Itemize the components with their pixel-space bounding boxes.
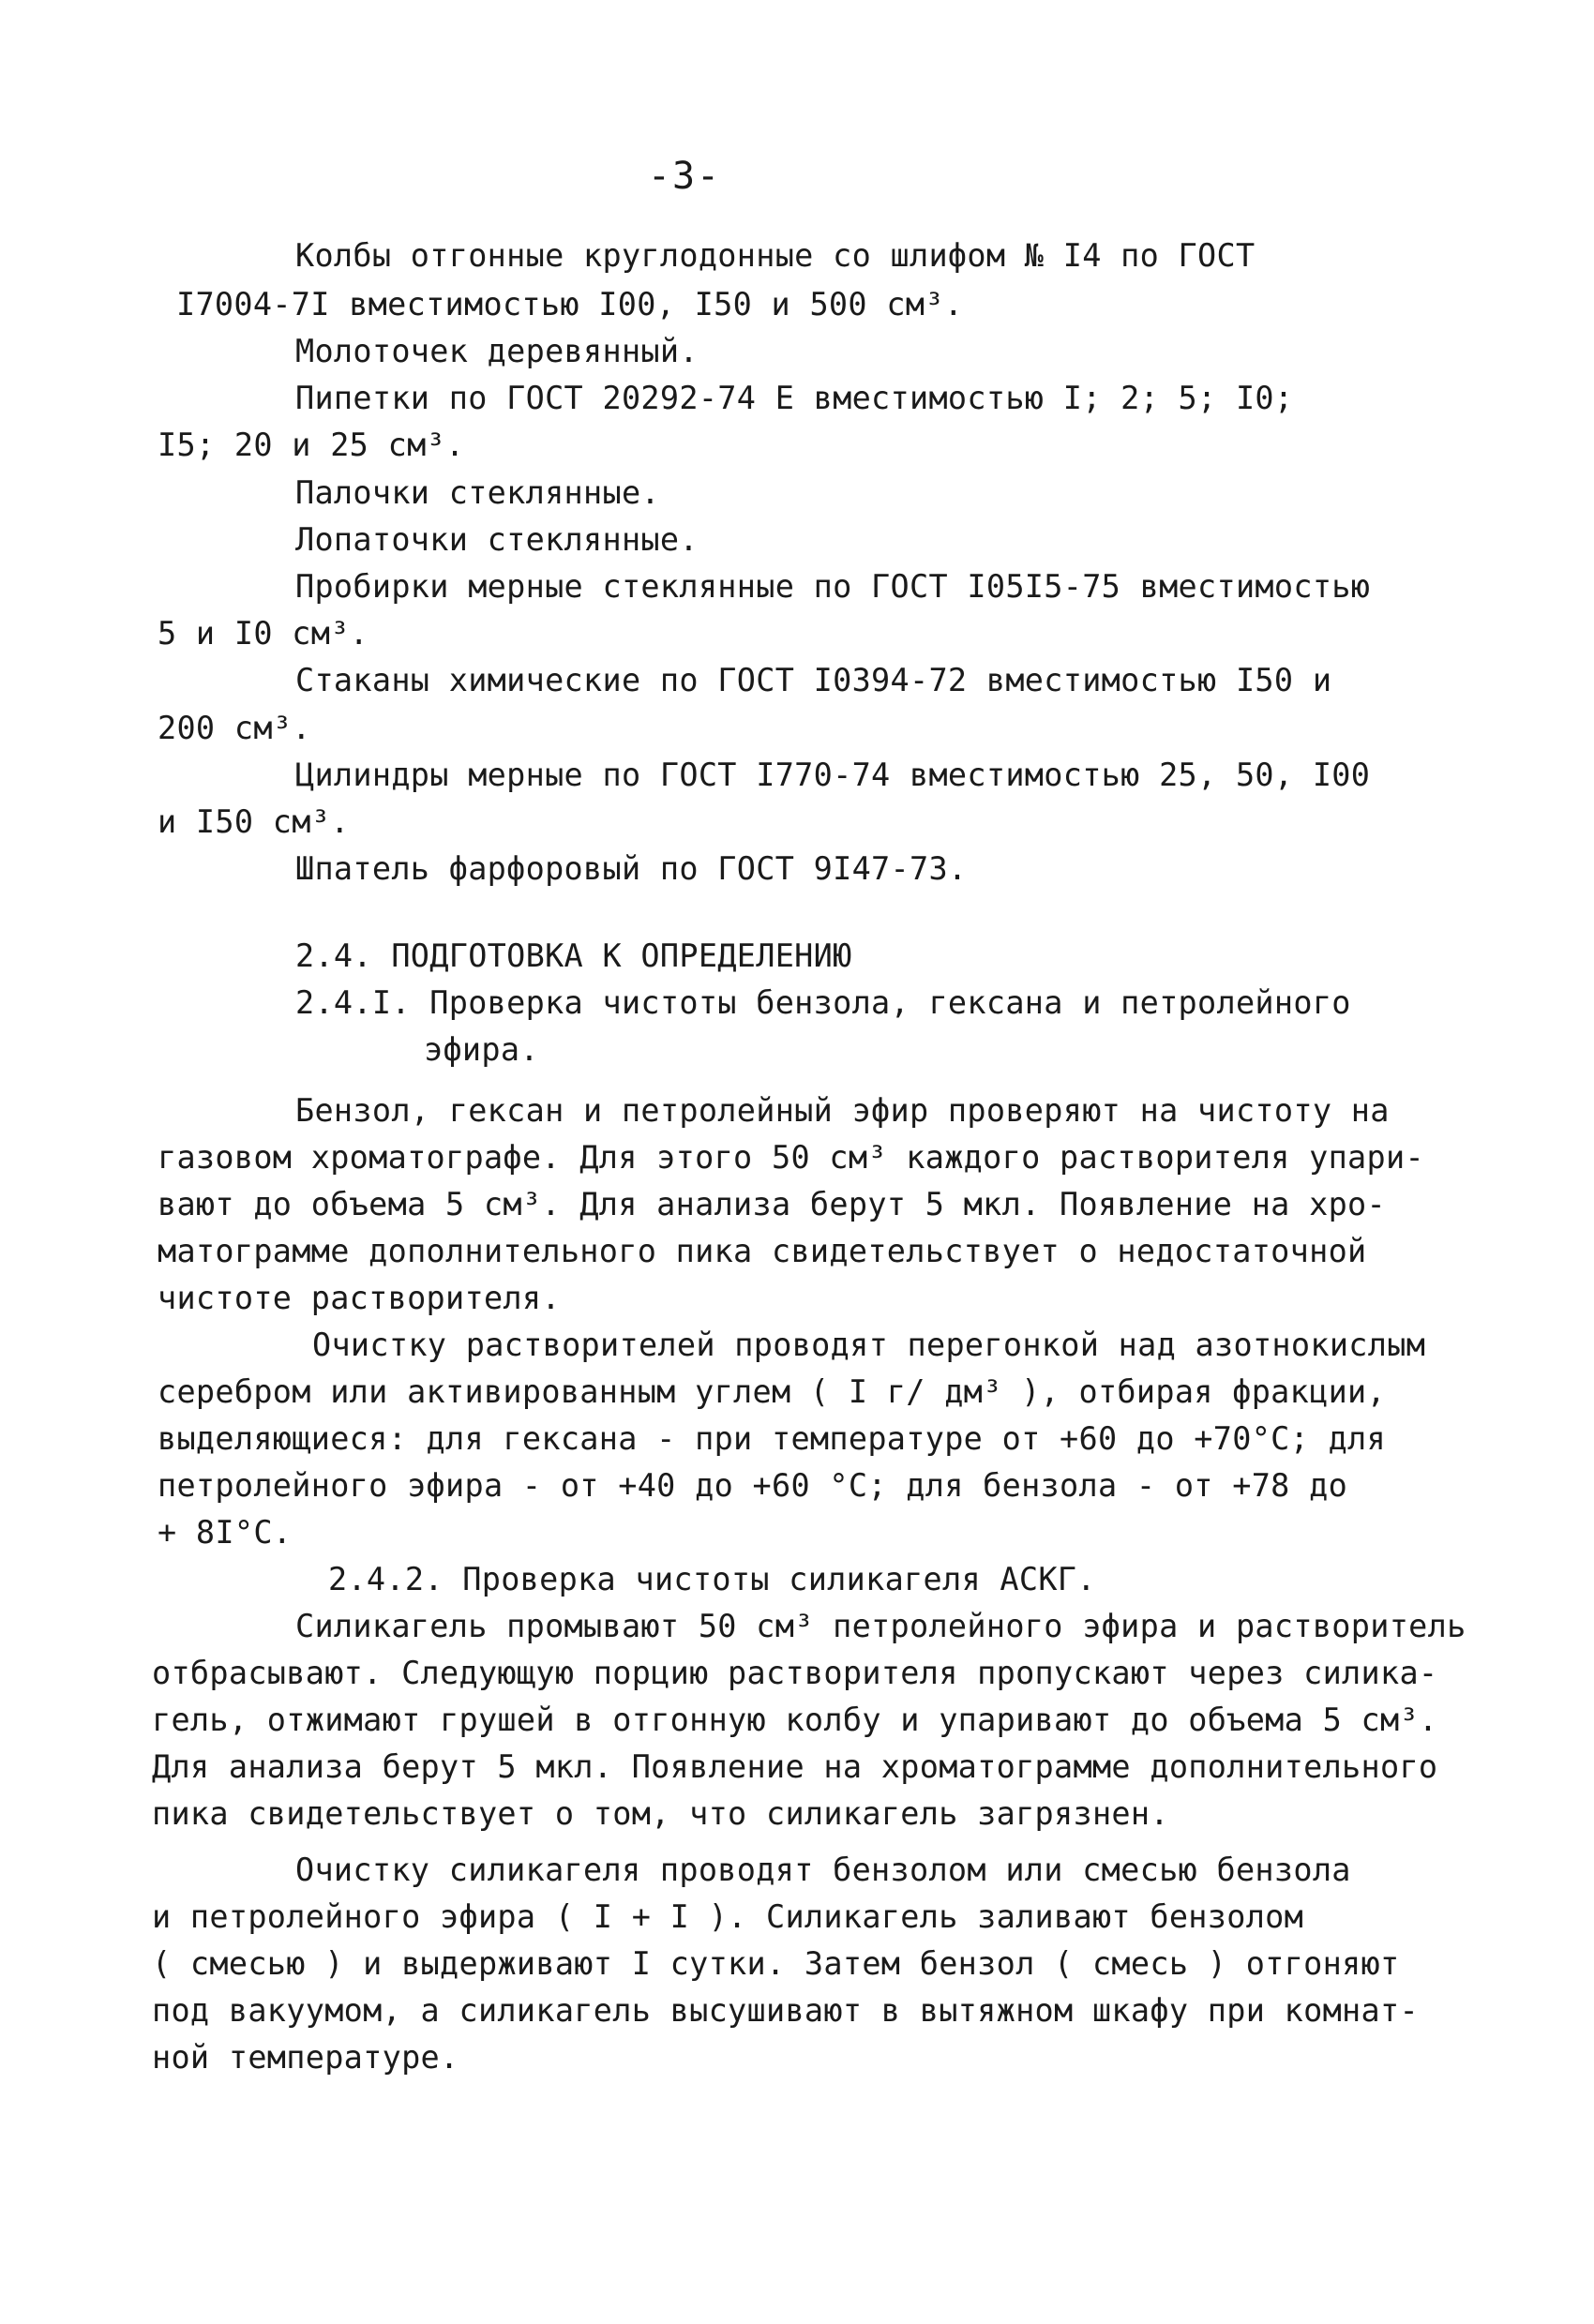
page-number: -3- bbox=[647, 155, 722, 198]
text-line: Бензол, гексан и петролейный эфир проверяют на чистоту на bbox=[295, 1092, 1390, 1129]
text-line: чистоте растворителя. bbox=[158, 1280, 561, 1316]
text-line: ( смесью ) и выдерживают I сутки. Затем бензол ( смесь ) отгоняют bbox=[152, 1945, 1400, 1982]
text-line: + 8I°С. bbox=[158, 1514, 293, 1551]
section-heading: 2.4. ПОДГОТОВКА К ОПРЕДЕЛЕНИЮ bbox=[295, 937, 852, 974]
text-line: и I50 см³. bbox=[158, 803, 350, 840]
text-line: Для анализа берут 5 мкл. Появление на хроматограмме дополнительного bbox=[152, 1748, 1438, 1785]
text-line: Лопаточки стеклянные. bbox=[295, 521, 699, 558]
text-line: Колбы отгонные круглодонные со шлифом № I4 по ГОСТ bbox=[295, 237, 1256, 274]
text-line: Шпатель фарфоровый по ГОСТ 9I47-73. bbox=[295, 850, 968, 887]
text-line: отбрасывают. Следующую порцию растворителя пропускают через силика- bbox=[152, 1655, 1438, 1691]
text-line: вают до объема 5 см³. Для анализа берут 5 мкл. Появление на хро- bbox=[158, 1186, 1386, 1222]
text-line: пика свидетельствует о том, что силикагель загрязнен. bbox=[152, 1795, 1169, 1832]
subsection-heading: 2.4.2. Проверка чистоты силикагеля АСКГ. bbox=[328, 1561, 1096, 1597]
text-line: серебром или активированным углем ( I г/ дм³ ), отбирая фракции, bbox=[158, 1373, 1386, 1410]
text-line: I7004-7I вместимостью I00, I50 и 500 см³. bbox=[176, 286, 964, 322]
text-line: петролейного эфира - от +40 до +60 °С; для бензола - от +78 до bbox=[158, 1467, 1348, 1504]
subsection-heading-cont: эфира. bbox=[424, 1031, 539, 1068]
text-line: выделяющиеся: для гексана - при температуре от +60 до +70°С; для bbox=[158, 1420, 1386, 1457]
text-line: Молоточек деревянный. bbox=[295, 333, 699, 369]
text-line: и петролейного эфира ( I + I ). Силикагель заливают бензолом bbox=[152, 1898, 1304, 1935]
text-line: газовом хроматографе. Для этого 50 см³ каждого растворителя упари- bbox=[158, 1139, 1424, 1176]
text-line: под вакуумом, а силикагель высушивают в вытяжном шкафу при комнат- bbox=[152, 1992, 1419, 2029]
text-line: гель, отжимают грушей в отгонную колбу и упаривают до объема 5 см³. bbox=[152, 1702, 1438, 1738]
text-line: Пипетки по ГОСТ 20292-74 Е вместимостью I; 2; 5; I0; bbox=[295, 380, 1294, 416]
subsection-heading: 2.4.I. Проверка чистоты бензола, гексана и петролейного bbox=[295, 984, 1351, 1021]
text-line: 5 и I0 см³. bbox=[158, 615, 369, 652]
text-line: Стаканы химические по ГОСТ I0394-72 вместимостью I50 и bbox=[295, 662, 1332, 698]
text-line: 200 см³. bbox=[158, 710, 311, 746]
text-line: ной температуре. bbox=[152, 2039, 459, 2076]
text-line: I5; 20 и 25 см³. bbox=[158, 427, 465, 463]
text-line: Очистку растворителей проводят перегонкой над азотнокислым bbox=[312, 1327, 1426, 1363]
text-line: Очистку силикагеля проводят бензолом или смесью бензола bbox=[295, 1852, 1351, 1888]
text-line: Пробирки мерные стеклянные по ГОСТ I05I5-75 вместимостью bbox=[295, 568, 1371, 605]
text-line: Силикагель промывают 50 см³ петролейного эфира и растворитель bbox=[295, 1608, 1466, 1644]
text-line: матограмме дополнительного пика свидетельствует о недостаточной bbox=[158, 1233, 1367, 1269]
text-line: Цилиндры мерные по ГОСТ I770-74 вместимостью 25, 50, I00 bbox=[295, 757, 1371, 793]
text-line: Палочки стеклянные. bbox=[295, 474, 660, 511]
